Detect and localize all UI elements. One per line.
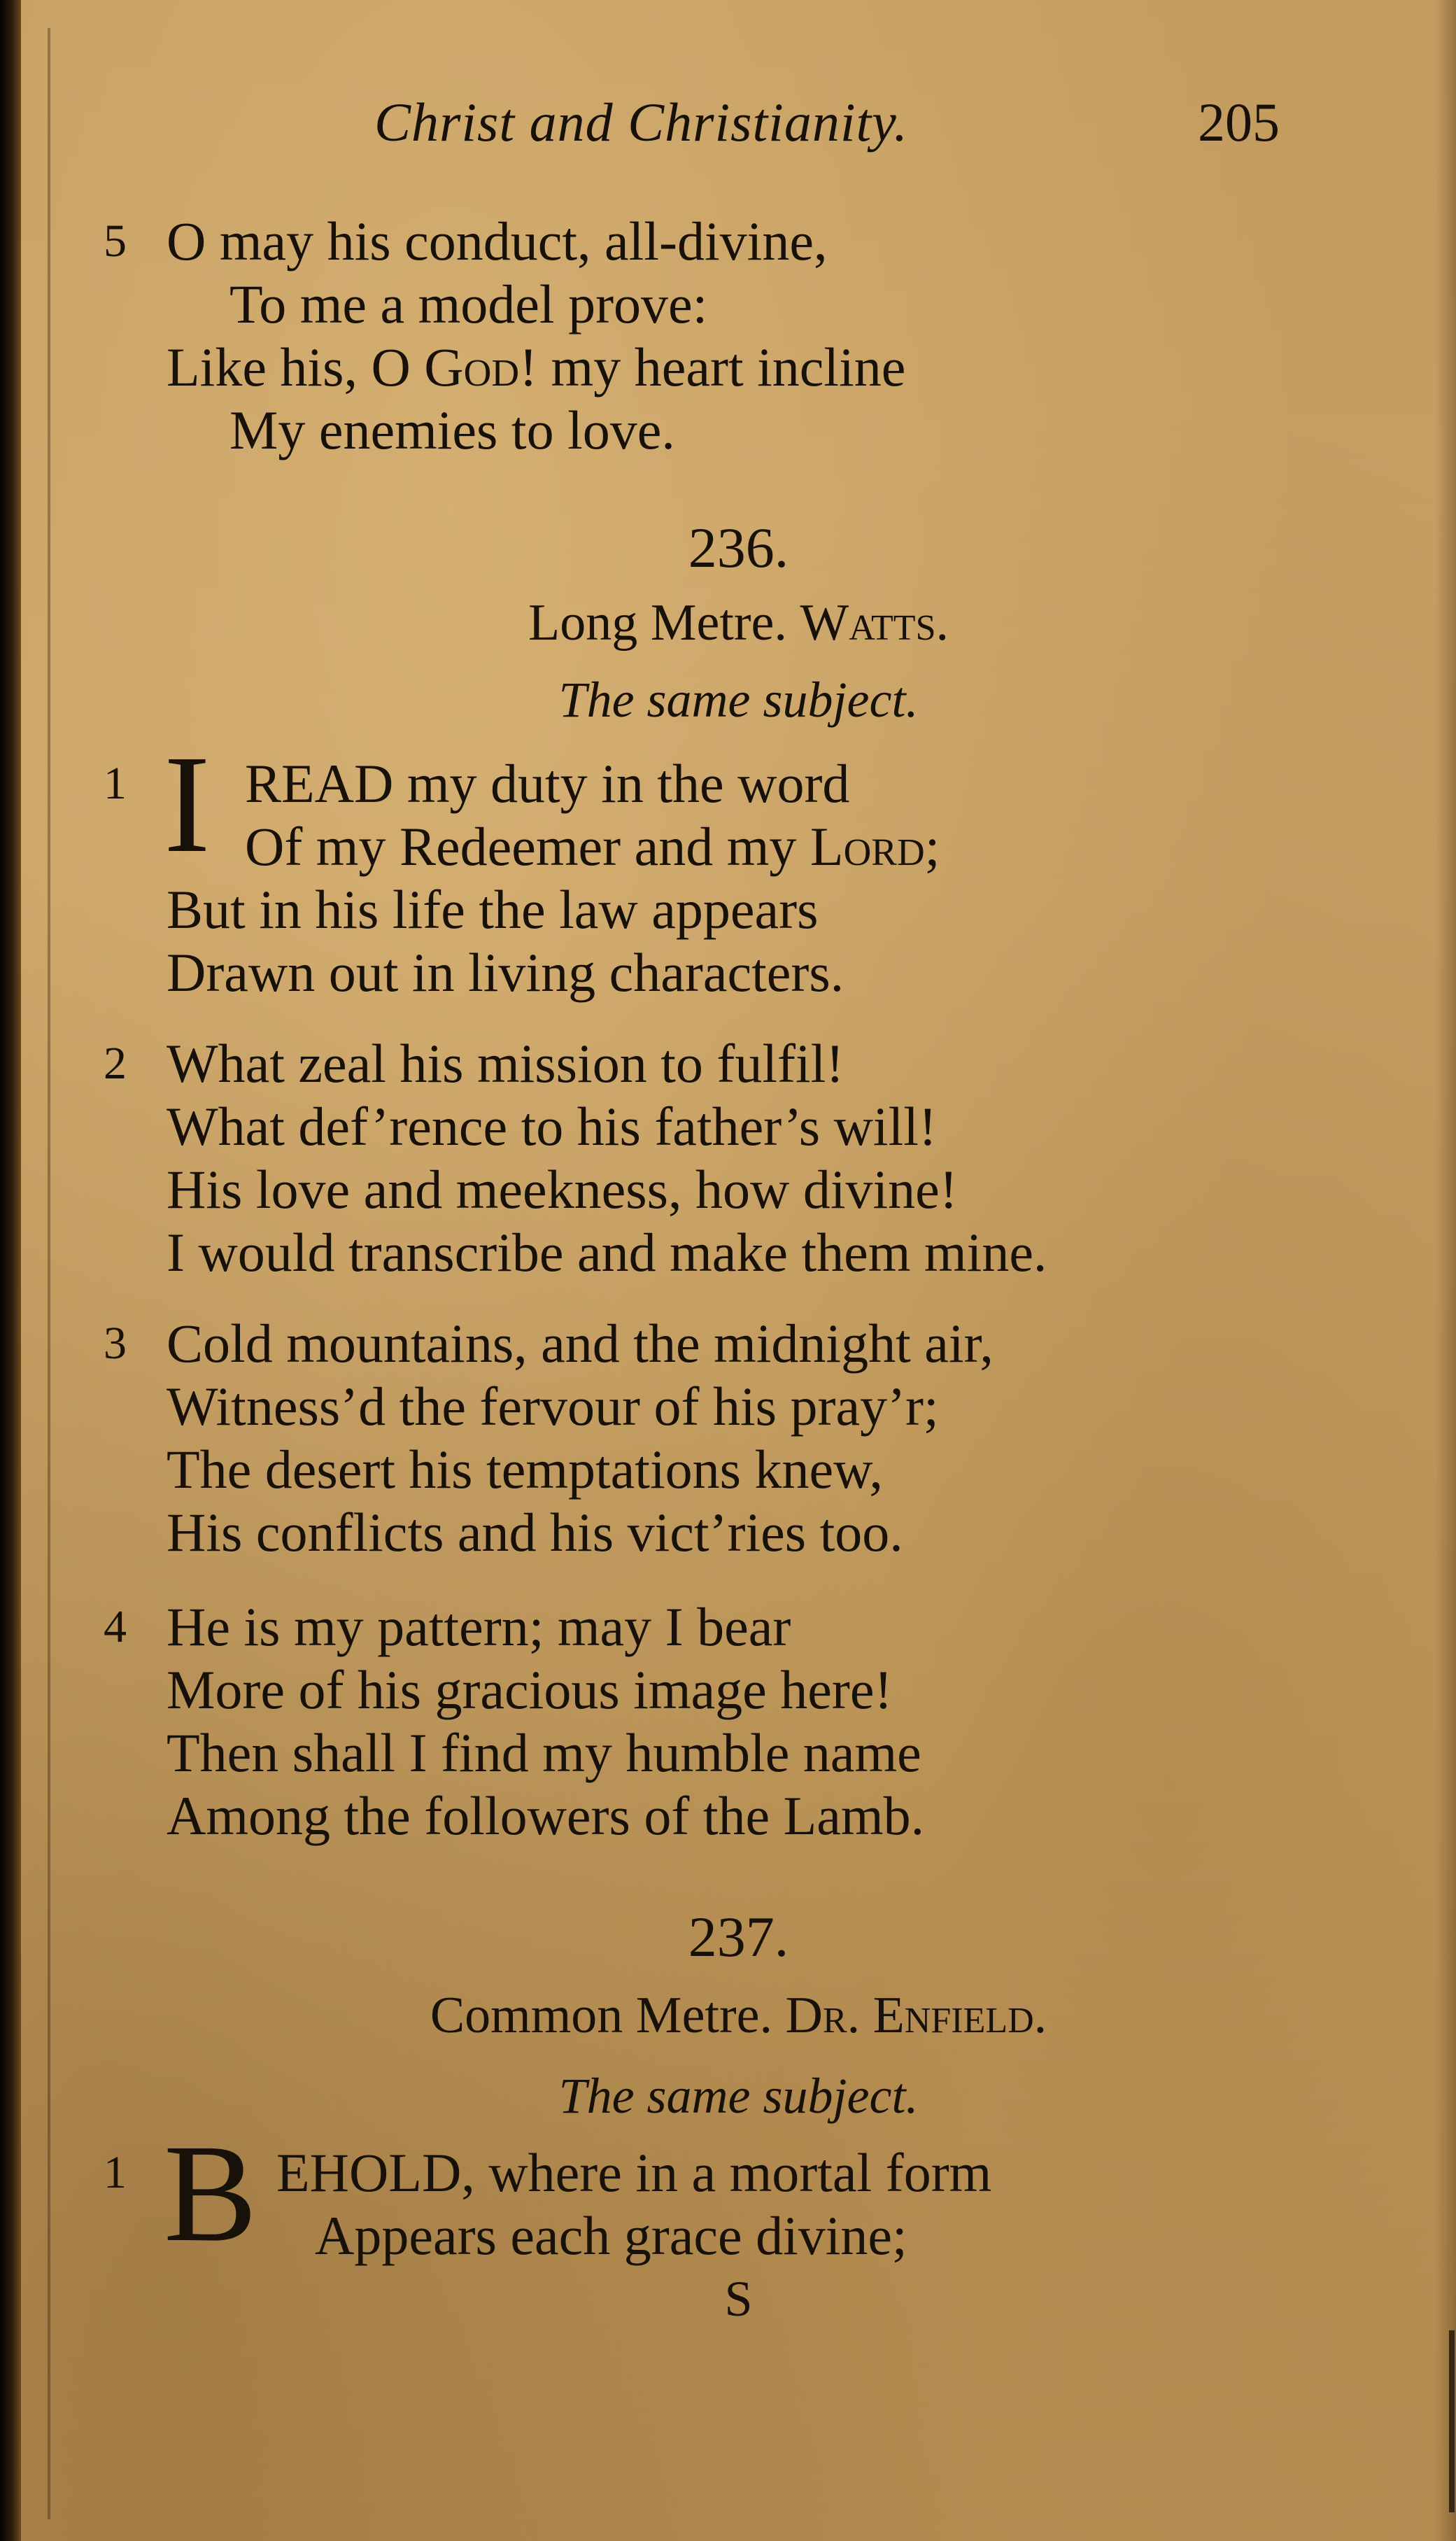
page-edge-line	[48, 28, 50, 2519]
verse-number: 4	[104, 1601, 127, 1652]
verse-line: I would transcribe and make them mine.	[167, 1222, 1047, 1283]
verse-line: What def’rence to his father’s will!	[167, 1096, 937, 1157]
drop-cap: B	[164, 2116, 257, 2271]
verse-line-part: ! my heart incline	[519, 337, 906, 397]
page-right-edge	[1435, 0, 1456, 2541]
verse-line: His conflicts and his vict’ries too.	[167, 1502, 903, 1563]
hymn-metre	[21, 1984, 1456, 2047]
verse-line: Cold mountains, and the midnight air,	[167, 1313, 994, 1374]
verse-line: More of his gracious image here!	[167, 1659, 893, 1720]
verse-line-part: Like his, O	[167, 337, 425, 397]
verse-line: O may his conduct, all-divine,	[167, 211, 828, 272]
verse-line-part: ;	[924, 816, 940, 877]
hymn-number: 237.	[688, 1905, 789, 1969]
verse-line: His love and meekness, how divine!	[167, 1159, 958, 1220]
verse-number: 1	[104, 758, 127, 809]
running-title: Christ and Christianity.	[374, 92, 908, 153]
verse-line: The desert his temptations knew,	[167, 1439, 883, 1500]
verse-number: 3	[104, 1318, 127, 1369]
signature-mark: S	[724, 2271, 753, 2327]
divine-name: God	[424, 337, 520, 397]
hymn-subject: The same subject.	[558, 672, 919, 728]
verse-line: Then shall I find my humble name	[167, 1722, 921, 1783]
verse-number: 2	[104, 1038, 127, 1089]
verse-line	[167, 336, 905, 399]
verse-line: What zeal his mission to fulfil!	[167, 1033, 844, 1094]
page-number: 205	[1198, 92, 1280, 153]
hymn-author: Dr. Enfield.	[785, 1987, 1047, 2044]
verse-line: Drawn out in living characters.	[167, 942, 844, 1003]
verse-number: 1	[104, 2147, 127, 2198]
hymn-metre	[21, 591, 1456, 654]
page-header	[21, 91, 1456, 154]
verse-line: He is my pattern; may I bear	[167, 1596, 791, 1657]
page-edge-mark	[1449, 2330, 1455, 2512]
book-page	[21, 0, 1456, 2541]
verse-line: Among the followers of the Lamb.	[167, 1785, 925, 1846]
hymn-author: Watts.	[800, 594, 949, 652]
metre-label: Common Metre.	[430, 1987, 786, 2044]
hymn-subject: The same subject.	[558, 2068, 919, 2124]
verse-line: My enemies to love.	[229, 400, 675, 460]
verse-line: READ my duty in the word	[245, 753, 850, 814]
verse-line	[245, 815, 940, 878]
drop-cap: I	[164, 727, 211, 882]
hymn-number: 236.	[688, 516, 789, 579]
verse-line: Appears each grace divine;	[315, 2205, 907, 2266]
verse-number: 5	[104, 216, 127, 267]
verse-line: But in his life the law appears	[167, 879, 819, 940]
verse-line: Witness’d the fervour of his pray’r;	[167, 1376, 939, 1437]
metre-label: Long Metre.	[528, 594, 800, 652]
verse-line: EHOLD, where in a mortal form	[276, 2142, 992, 2203]
divine-name: Lord	[810, 816, 925, 877]
book-binding-edge	[0, 0, 21, 2541]
verse-line-part: Of my Redeemer and my	[245, 816, 810, 877]
verse-line: To me a model prove:	[229, 274, 708, 335]
